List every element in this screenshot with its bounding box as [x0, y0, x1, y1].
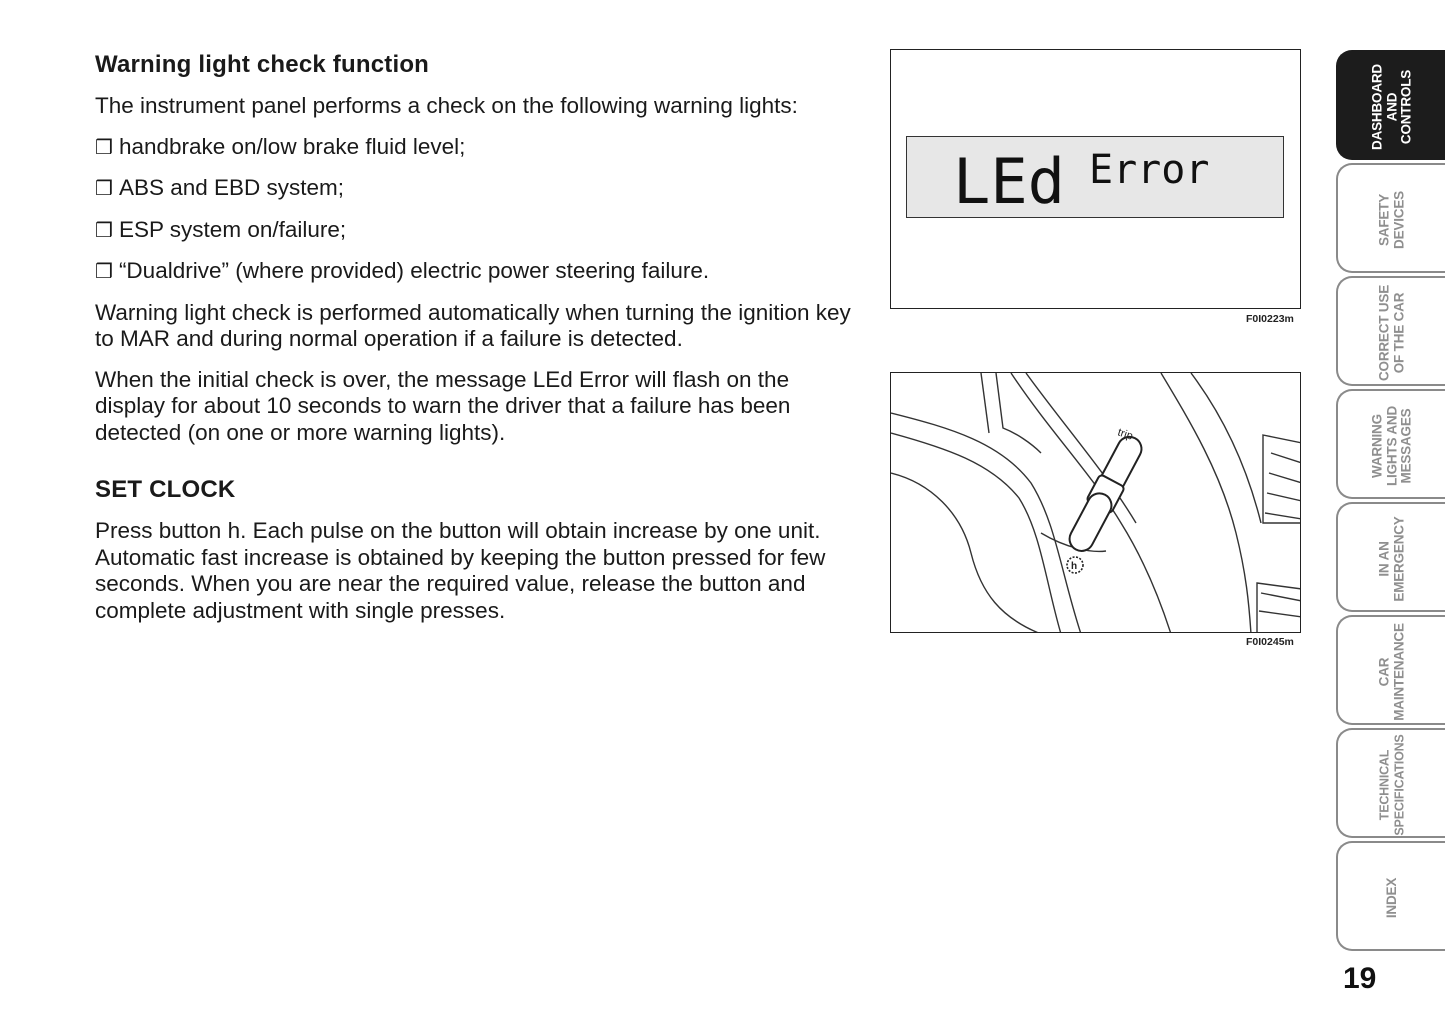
- dashboard-drawing: [891, 373, 1301, 633]
- figure-trip-button-drawing: [890, 372, 1301, 633]
- checkbox-icon: ❒: [95, 219, 113, 242]
- tab-technical-specifications[interactable]: [1336, 728, 1445, 838]
- tab-warning-lights[interactable]: [1336, 389, 1445, 499]
- checkbox-icon: ❒: [95, 178, 113, 200]
- trip-button-lower: [1065, 489, 1115, 555]
- checklist: [95, 134, 865, 286]
- checkbox-icon: ❒: [95, 261, 113, 283]
- tab-label: INDEX: [1383, 877, 1399, 919]
- list-item-text: ABS and EBD system;: [118, 175, 345, 200]
- tab-label: TECHNICAL SPECIFICATIONS: [1377, 734, 1406, 836]
- tab-car-maintenance[interactable]: [1336, 615, 1445, 725]
- figure-led-error-display: [890, 49, 1301, 309]
- tab-label: CAR MAINTENANCE: [1376, 623, 1406, 721]
- tab-label: DASHBOARD AND CONTROLS: [1369, 64, 1414, 150]
- intro-paragraph: The instrument panel performs a check on the following warning lights:: [95, 93, 798, 118]
- chapter-tabs: [1336, 50, 1445, 955]
- h-knob-icon: [1067, 557, 1083, 573]
- section-heading-warning-check: Warning light check function: [95, 51, 430, 78]
- tab-dashboard-and-controls[interactable]: [1336, 50, 1445, 160]
- lcd-display: [906, 136, 1284, 218]
- tab-correct-use[interactable]: [1336, 276, 1445, 386]
- lcd-text-small: Error: [1089, 147, 1210, 193]
- tab-in-an-emergency[interactable]: [1336, 502, 1445, 612]
- figure-caption: F0I0245m: [1246, 636, 1294, 648]
- lcd-text-large: LEd: [953, 145, 1065, 217]
- trip-label: trip: [1116, 426, 1135, 443]
- section-heading-set-clock: SET CLOCK: [95, 476, 236, 503]
- list-item: [95, 217, 865, 245]
- h-knob-label: h: [1071, 561, 1078, 572]
- tab-label: IN AN EMERGENCY: [1376, 516, 1406, 602]
- list-item-text: ESP system on/failure;: [118, 216, 347, 242]
- list-item-text: “Dualdrive” (where provided) electric power steering failure.: [118, 258, 710, 283]
- list-item-text: handbrake on/low brake fluid level;: [118, 133, 466, 159]
- lcd-text: [907, 137, 1283, 217]
- tab-label: CORRECT USE OF THE CAR: [1376, 284, 1406, 382]
- list-item: [95, 134, 865, 162]
- tab-label: SAFETY DEVICES: [1376, 191, 1406, 249]
- tab-safety-devices[interactable]: [1336, 163, 1445, 273]
- paragraph-set-clock: Press button h. Each pulse on the button will obtain increase by one unit. Automatic fast increase is obtained by keeping the button pressed for few seconds. When you are near the required value, release the button and complete adjustment with single presses.: [95, 518, 826, 623]
- text-column: [95, 48, 865, 624]
- list-item: [95, 258, 865, 286]
- tab-index[interactable]: [1336, 841, 1445, 951]
- page-number: 19: [1343, 962, 1377, 995]
- paragraph-auto-check: Warning light check is performed automatically when turning the ignition key to MAR and during normal operation if a failure is detected.: [95, 299, 851, 351]
- checkbox-icon: ❒: [95, 136, 113, 159]
- list-item: [95, 175, 865, 203]
- figure-caption: F0I0223m: [1246, 313, 1294, 325]
- tab-label: WARNING LIGHTS AND MESSAGES: [1369, 406, 1414, 486]
- paragraph-led-error: When the initial check is over, the message LEd Error will flash on the display for about 10 seconds to warn the driver that a failure has been detected (on one or more warning lights).: [95, 366, 791, 445]
